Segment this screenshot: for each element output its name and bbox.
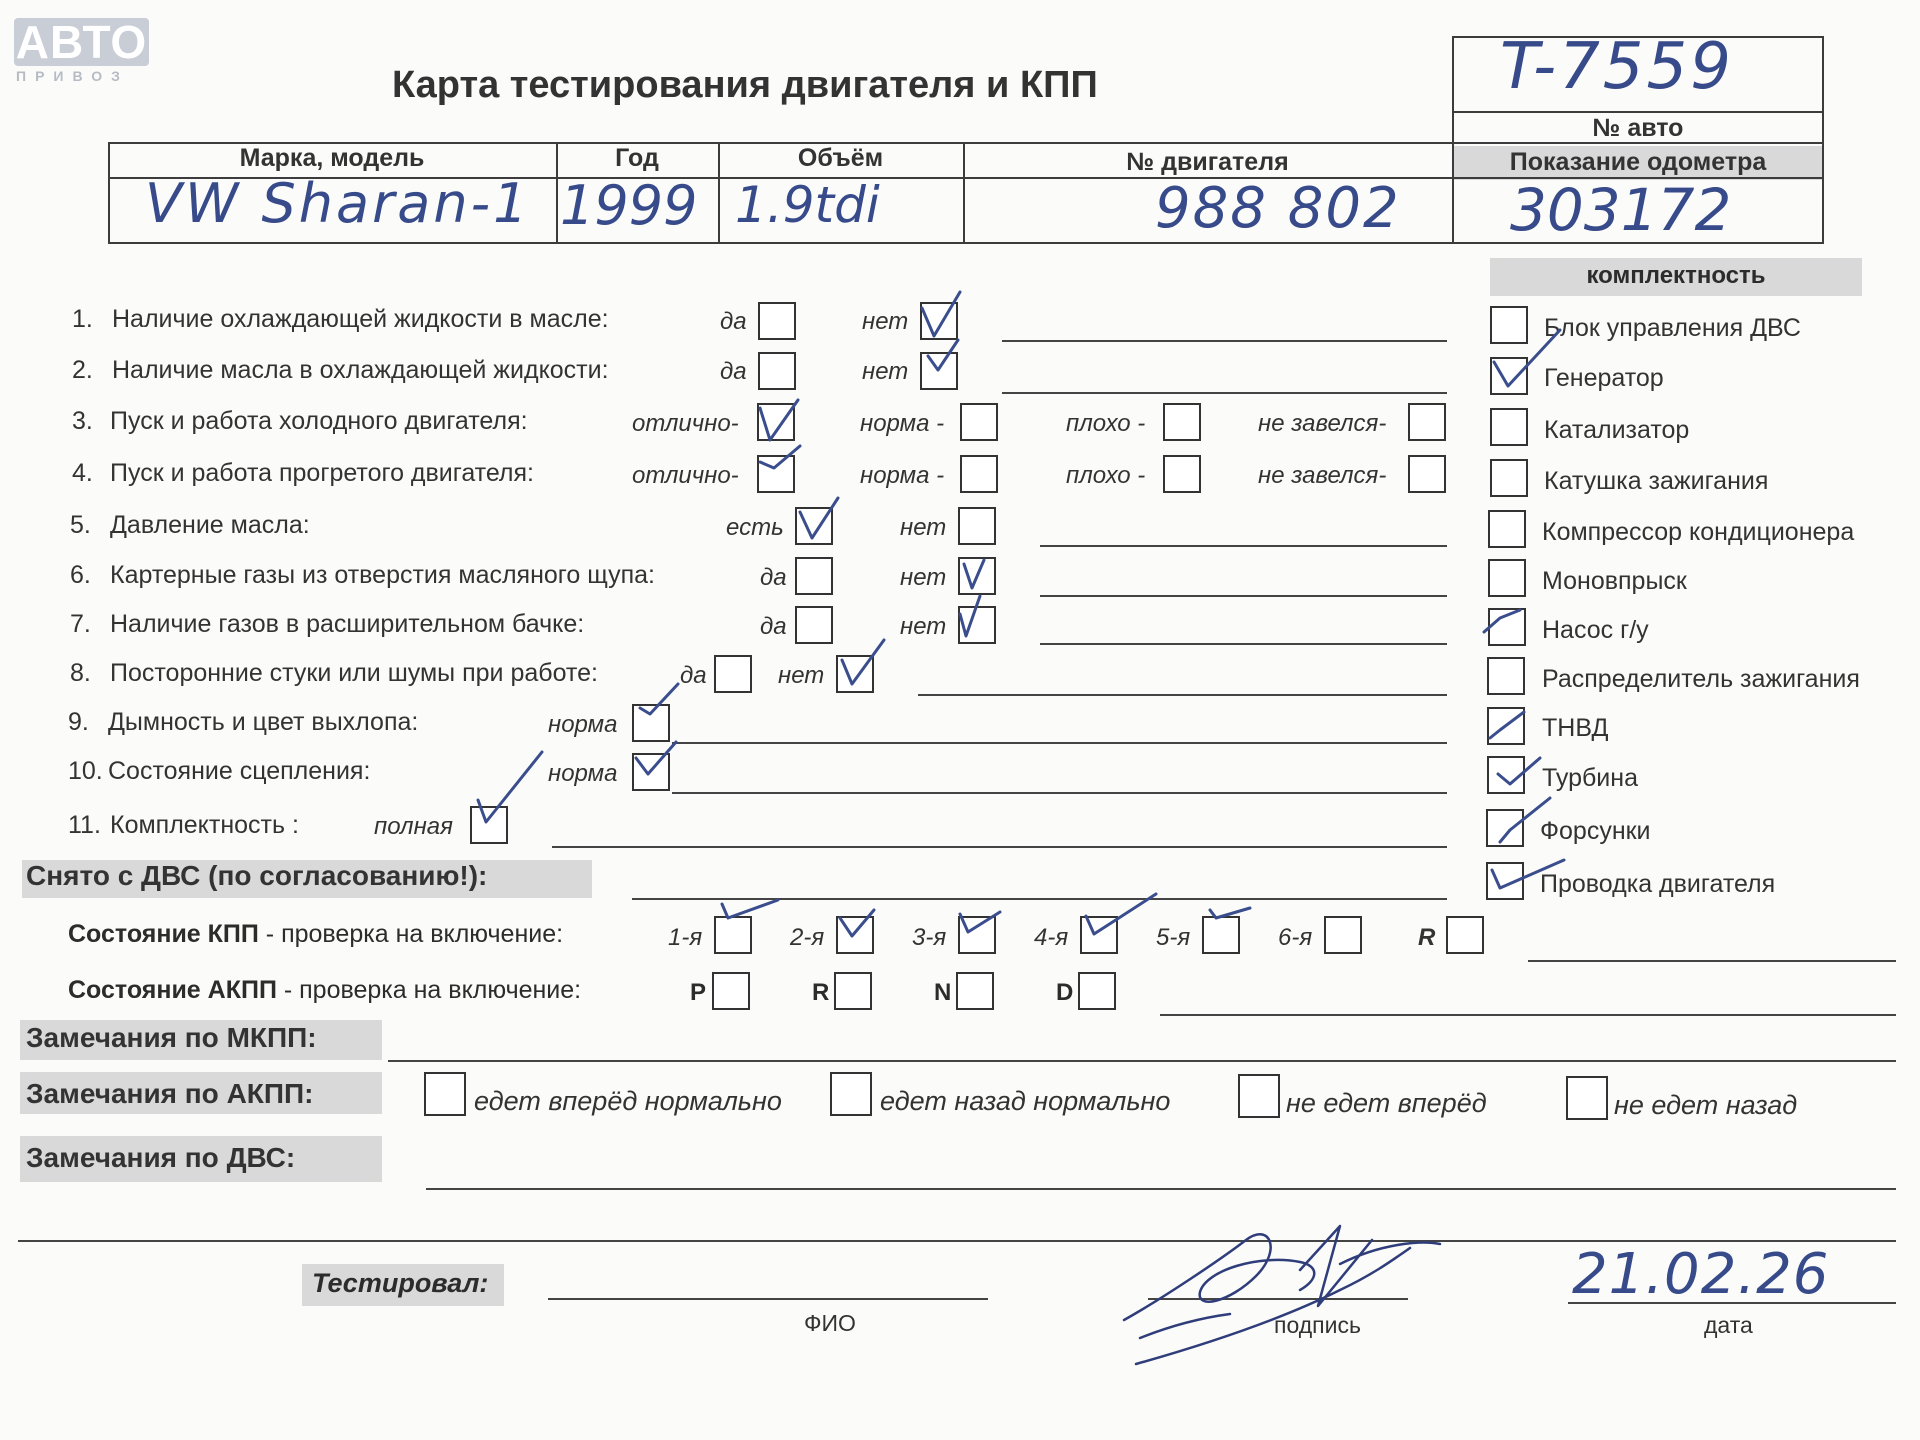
- header-odometer: Показание одометра: [1509, 148, 1767, 176]
- check-mark: [478, 752, 542, 822]
- auto-remark-option: не едет вперёд: [1286, 1088, 1487, 1118]
- check-mark: [760, 446, 800, 468]
- question-2-text: Наличие масла в охлаждающей жидкости:: [112, 356, 609, 384]
- question-number: 2.: [72, 356, 93, 384]
- question-4-text: Пуск и работа прогретого двигателя:: [110, 459, 534, 487]
- auto-remark-option: едет вперёд нормально: [474, 1086, 782, 1116]
- question-number: 5.: [70, 511, 91, 539]
- engine-no-value: 988 802: [1155, 176, 1401, 241]
- check-mark: [1484, 610, 1520, 632]
- q8-option-label: да: [680, 662, 707, 689]
- q4-option-label: отлично-: [632, 462, 739, 489]
- check-mark: [760, 400, 798, 440]
- question-number: 3.: [72, 407, 93, 435]
- name-caption: ФИО: [804, 1310, 856, 1336]
- question-number: 11.: [68, 811, 101, 839]
- gear-label: R: [1418, 924, 1436, 951]
- q2-option-label: да: [720, 358, 747, 385]
- question-number: 10.: [68, 757, 103, 785]
- question-7-text: Наличие газов в расширительном бачке:: [110, 610, 585, 638]
- check-mark: [928, 340, 958, 370]
- signature-caption: подпись: [1274, 1312, 1361, 1338]
- q5-option-label: нет: [900, 514, 947, 541]
- logo: АВТО: [15, 16, 148, 68]
- completeness-item-turbo: Турбина: [1542, 764, 1638, 792]
- tested-by-label: Тестировал:: [312, 1268, 489, 1298]
- q8-option-label: нет: [778, 662, 825, 689]
- check-mark: [842, 640, 884, 684]
- completeness-item-ecu: Блок управления ДВС: [1544, 314, 1801, 342]
- question-10-text: Состояние сцепления:: [108, 757, 371, 785]
- question-number: 9.: [68, 708, 89, 736]
- q3-option-label: норма -: [860, 410, 945, 437]
- check-mark: [922, 292, 960, 336]
- q5-option-label: есть: [726, 514, 784, 541]
- q4-option-label: плохо -: [1066, 462, 1146, 489]
- check-mark: [1086, 894, 1156, 934]
- header-volume: Объём: [797, 144, 884, 172]
- q6-option-label: нет: [900, 564, 947, 591]
- q10-option-label: норма: [548, 760, 618, 787]
- check-mark: [636, 742, 676, 774]
- check-mark: [960, 596, 980, 636]
- q3-option-label: не завелся-: [1258, 410, 1387, 437]
- remarks-engine-label: Замечания по ДВС:: [26, 1142, 296, 1173]
- check-mark: [1492, 860, 1564, 888]
- gear-label: 6-я: [1278, 924, 1313, 951]
- logo-subtitle: ПРИВОЗ: [16, 68, 129, 84]
- check-mark: [800, 498, 838, 538]
- completeness-item-ignition-coil: Катушка зажигания: [1544, 467, 1769, 495]
- check-mark: [640, 684, 678, 714]
- gear-label: 5-я: [1156, 924, 1191, 951]
- check-mark: [964, 560, 984, 588]
- q3-option-label: отлично-: [632, 410, 739, 437]
- auto-gear-label: P: [690, 979, 707, 1006]
- q6-option-label: да: [760, 564, 787, 591]
- completeness-item-catalyst: Катализатор: [1544, 416, 1690, 444]
- auto-remark-option: не едет назад: [1614, 1090, 1798, 1120]
- volume-value: 1.9tdi: [735, 176, 880, 234]
- completeness-item-mono-injection: Моновпрыск: [1542, 567, 1687, 595]
- check-mark: [1494, 330, 1560, 386]
- auto-gearbox-title: Состояние АКПП: [68, 976, 277, 1004]
- completeness-item-wiring: Проводка двигателя: [1540, 870, 1776, 898]
- question-number: 1.: [72, 305, 93, 333]
- auto-gear-label: N: [934, 979, 952, 1006]
- gear-label: 1-я: [668, 924, 703, 951]
- gear-label: 4-я: [1034, 924, 1069, 951]
- question-9-text: Дымность и цвет выхлопа:: [108, 708, 419, 736]
- completeness-item-injection-pump: ТНВД: [1542, 714, 1609, 742]
- check-mark: [960, 912, 1000, 932]
- question-number: 6.: [70, 561, 91, 589]
- car-no-value: T-7559: [1500, 30, 1734, 104]
- question-1-text: Наличие охлаждающей жидкости в масле:: [112, 305, 609, 333]
- gear-label: 3-я: [912, 924, 947, 951]
- question-number: 8.: [70, 659, 91, 687]
- check-mark: [1490, 712, 1524, 738]
- question-number: 7.: [70, 610, 91, 638]
- auto-gearbox-caption: - проверка на включение:: [276, 976, 582, 1004]
- date-value: 21.02.26: [1572, 1242, 1830, 1307]
- q4-option-label: не завелся-: [1258, 462, 1387, 489]
- question-8-text: Посторонние стуки или шумы при работе:: [110, 659, 598, 687]
- date-caption: дата: [1704, 1312, 1753, 1338]
- question-11-text: Комплектность :: [110, 811, 299, 839]
- auto-remark-option: едет назад нормально: [880, 1086, 1171, 1116]
- completeness-item-ps-pump: Насос г/у: [1542, 616, 1649, 644]
- q4-option-label: норма -: [860, 462, 945, 489]
- completeness-item-generator: Генератор: [1544, 364, 1664, 392]
- question-number: 4.: [72, 459, 93, 487]
- completeness-item-ac-compressor: Компрессор кондиционера: [1542, 518, 1855, 546]
- q2-option-label: нет: [862, 358, 909, 385]
- remarks-auto-label: Замечания по АКПП:: [26, 1078, 314, 1109]
- manual-gearbox-title: Состояние КПП: [68, 920, 259, 948]
- header-year: Год: [615, 144, 659, 172]
- q1-option-label: да: [720, 308, 747, 335]
- remarks-manual-label: Замечания по МКПП:: [26, 1022, 317, 1053]
- year-value: 1999: [560, 174, 698, 237]
- auto-gear-label: R: [812, 979, 830, 1006]
- signature-drawing: [1124, 1226, 1440, 1364]
- gear-label: 2-я: [790, 924, 825, 951]
- check-mark: [1500, 798, 1550, 842]
- check-mark: [1498, 758, 1540, 784]
- question-3-text: Пуск и работа холодного двигателя:: [110, 407, 528, 435]
- q9-option-label: норма: [548, 711, 618, 738]
- question-6-text: Картерные газы из отверстия масляного щупа:: [110, 561, 655, 589]
- q11-option-label: полная: [374, 813, 453, 840]
- question-5-text: Давление масла:: [110, 511, 310, 539]
- q1-option-label: нет: [862, 308, 909, 335]
- check-mark: [1210, 908, 1250, 918]
- check-mark: [722, 900, 778, 918]
- make-model-value: VW Sharan-1: [145, 172, 531, 235]
- q7-option-label: нет: [900, 613, 947, 640]
- manual-gearbox-caption: - проверка на включение:: [258, 920, 564, 948]
- completeness-item-distributor: Распределитель зажигания: [1542, 665, 1860, 693]
- header-engine-no: № двигателя: [1126, 148, 1289, 176]
- completeness-title: комплектность: [1586, 262, 1766, 289]
- completeness-item-injectors: Форсунки: [1540, 817, 1651, 845]
- car-no-label: № авто: [1592, 114, 1684, 142]
- q3-option-label: плохо -: [1066, 410, 1146, 437]
- q7-option-label: да: [760, 613, 787, 640]
- removed-label: Снято с ДВС (по согласованию!):: [26, 860, 488, 891]
- auto-gear-label: D: [1056, 979, 1074, 1006]
- odometer-value: 303172: [1510, 176, 1732, 244]
- header-make-model: Марка, модель: [239, 144, 425, 172]
- check-mark: [840, 910, 874, 936]
- page-title: Карта тестирования двигателя и КПП: [392, 64, 1098, 106]
